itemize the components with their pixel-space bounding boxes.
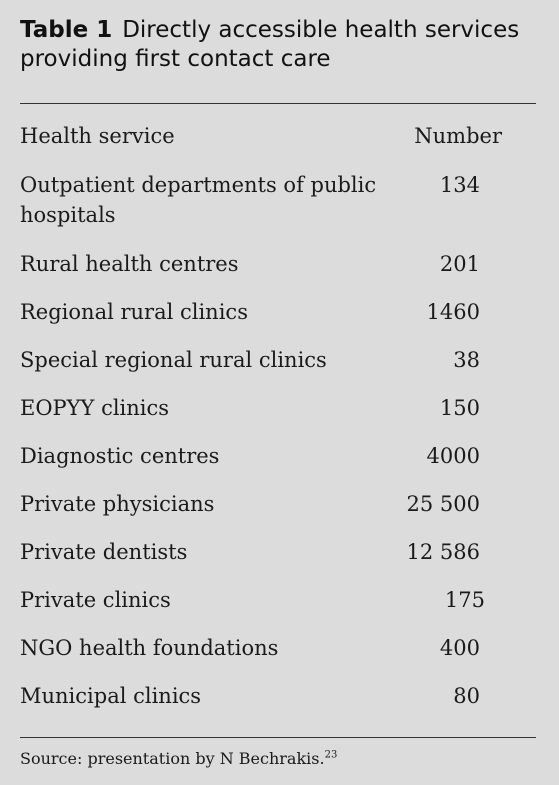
- cell-service: Diagnostic centres: [20, 444, 220, 468]
- table-title: Directly accessible health services providing first contact care: [20, 17, 520, 72]
- cell-service: Private dentists: [20, 540, 188, 564]
- cell-service: Special regional rural clinics: [20, 348, 327, 372]
- cell-number: 150: [439, 396, 480, 420]
- table-footnote: [20, 747, 337, 771]
- cell-service: Municipal clinics: [20, 684, 202, 708]
- cell-service: EOPYY clinics: [20, 396, 170, 420]
- cell-service: Private physicians: [20, 492, 215, 516]
- cell-number: 25 500: [406, 492, 480, 516]
- cell-number: 400: [439, 636, 480, 660]
- cell-number: 175: [444, 588, 485, 612]
- cell-number: 201: [439, 252, 480, 276]
- reference-number: 23: [324, 749, 338, 761]
- header-health-service: Health service: [20, 124, 175, 148]
- cell-number: 4000: [426, 444, 480, 468]
- table-caption: [20, 16, 545, 74]
- source-text: Source: presentation by N Bechrakis.: [20, 749, 325, 768]
- top-rule: [20, 103, 536, 104]
- cell-service: Rural health centres: [20, 252, 239, 276]
- header-number: Number: [414, 124, 502, 148]
- cell-number: 1460: [426, 300, 480, 324]
- cell-number: 12 586: [406, 540, 480, 564]
- cell-service: NGO health foundations: [20, 636, 279, 660]
- cell-number: 134: [439, 173, 480, 197]
- table-label: Table 1: [20, 17, 113, 43]
- bottom-rule: [20, 737, 536, 738]
- cell-service: Regional rural clinics: [20, 300, 248, 324]
- cell-service: Outpatient departments of public hospitals: [20, 173, 377, 227]
- cell-number: 38: [453, 348, 480, 372]
- cell-number: 80: [453, 684, 480, 708]
- cell-service: Private clinics: [20, 588, 171, 612]
